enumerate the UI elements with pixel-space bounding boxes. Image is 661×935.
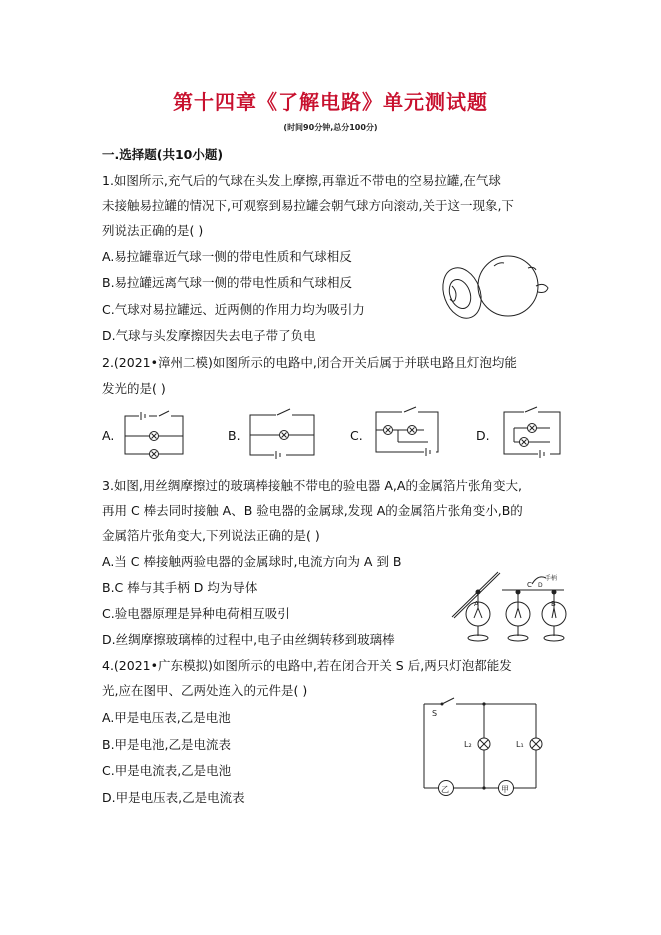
q3-fig-label-d: D — [538, 582, 543, 589]
q1-stem-line-2: 未接触易拉罐的情况下,可观察到易拉罐会朝气球方向滚动,关于这一现象,下 — [102, 198, 514, 213]
q2-option-b-label: B. — [228, 428, 241, 443]
q4-fig-label-yi: 乙 — [441, 785, 449, 794]
q3-fig-label-b: B — [551, 600, 556, 608]
q3-fig-label-a: A — [474, 600, 479, 608]
q3-stem-line-1: 3.如图,用丝绸摩擦过的玻璃棒接触不带电的验电器 A,A的金属箔片张角变大, — [102, 478, 522, 493]
q2-circuit-a — [121, 408, 189, 460]
q2-option-a-label: A. — [102, 428, 115, 443]
q4-fig-label-l1: L₁ — [516, 740, 524, 749]
q4-fig-label-l2: L₂ — [464, 740, 472, 749]
q4-option-a: A.甲是电压表,乙是电池 — [102, 710, 231, 725]
q3-option-a: A.当 C 棒接触两验电器的金属球时,电流方向为 A 到 B — [102, 554, 402, 569]
q3-stem-line-2: 再用 C 棒去同时接触 A、B 验电器的金属球,发现 A的金属箔片张角变小,B的 — [102, 503, 523, 518]
q4-fig-label-jia: 甲 — [501, 785, 509, 794]
q2-option-d-label: D. — [476, 428, 490, 443]
q2-circuit-c — [368, 406, 444, 462]
section-heading: 一.选择题(共10小题) — [102, 147, 224, 162]
q1-figure-balloon-can — [432, 252, 552, 324]
q2-stem-line-2: 发光的是( ) — [102, 381, 166, 396]
q3-option-b: B.C 棒与其手柄 D 均为导体 — [102, 580, 258, 595]
q1-option-c: C.气球对易拉罐远、近两侧的作用力均为吸引力 — [102, 302, 365, 317]
page-subtitle: (时间90分钟,总分100分) — [283, 123, 378, 132]
q3-stem-line-3: 金属箔片张角变大,下列说法正确的是( ) — [102, 528, 320, 543]
q2-stem-line-1: 2.(2021•漳州二模)如图所示的电路中,闭合开关后属于并联电路且灯泡均能 — [102, 355, 517, 370]
q3-figure-electroscopes — [432, 562, 572, 644]
q3-fig-label-c: C — [527, 581, 532, 589]
q4-option-b: B.甲是电池,乙是电流表 — [102, 737, 232, 752]
page-title: 第十四章《了解电路》单元测试题 — [173, 90, 488, 114]
q1-option-d: D.气球与头发摩擦因失去电子带了负电 — [102, 328, 316, 343]
q2-circuit-b — [244, 403, 320, 463]
q1-stem-line-1: 1.如图所示,充气后的气球在头发上摩擦,再靠近不带电的空易拉罐,在气球 — [102, 173, 501, 188]
q4-option-c: C.甲是电流表,乙是电池 — [102, 763, 232, 778]
q4-fig-label-switch: S — [432, 709, 438, 718]
q4-option-d: D.甲是电压表,乙是电流表 — [102, 790, 245, 805]
q1-option-b: B.易拉罐远离气球一侧的带电性质和气球相反 — [102, 275, 353, 290]
q2-circuit-d — [494, 406, 564, 462]
q1-stem-line-3: 列说法正确的是( ) — [102, 223, 204, 238]
q4-stem-line-2: 光,应在图甲、乙两处连入的元件是( ) — [102, 683, 308, 698]
q2-option-c-label: C. — [350, 428, 363, 443]
q3-option-c: C.验电器原理是异种电荷相互吸引 — [102, 606, 290, 621]
q4-stem-line-1: 4.(2021•广东模拟)如图所示的电路中,若在闭合开关 S 后,两只灯泡都能发 — [102, 658, 512, 673]
q3-fig-label-handle: 手柄 — [545, 575, 558, 582]
q1-option-a: A.易拉罐靠近气球一侧的带电性质和气球相反 — [102, 249, 352, 264]
q4-circuit-figure — [414, 696, 554, 810]
q3-option-d: D.丝绸摩擦玻璃棒的过程中,电子由丝绸转移到玻璃棒 — [102, 632, 395, 647]
